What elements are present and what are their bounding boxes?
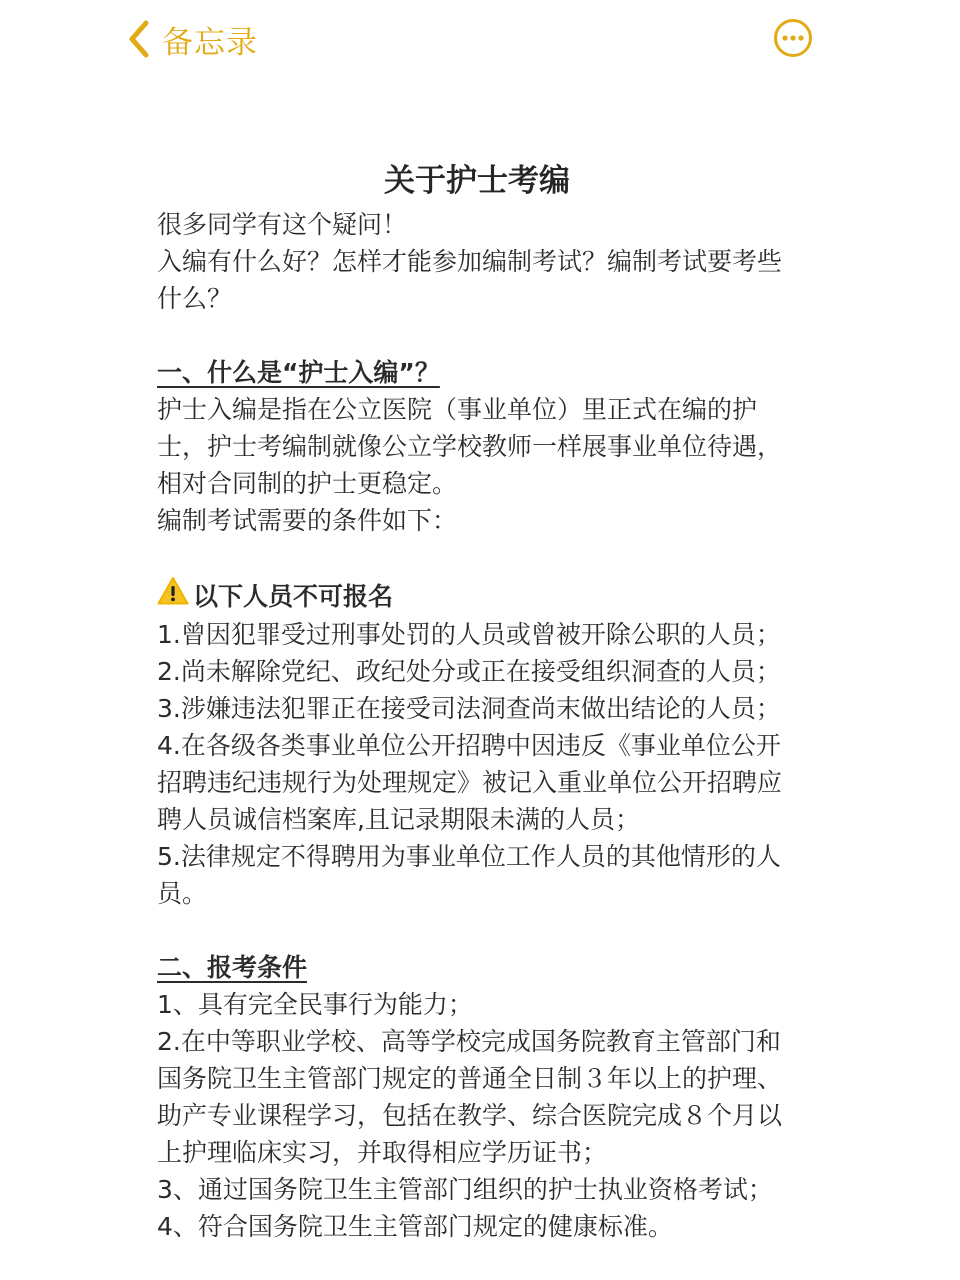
back-button[interactable]: [128, 14, 258, 64]
paragraph-line: 相对合同制的护士更稳定。: [157, 469, 458, 498]
list-item: 国务院卫生主管部门规定的普通全日制３年以上的护理、: [157, 1064, 783, 1093]
list-item: 4.在各级各类事业单位公开招聘中因违反《事业单位公开: [157, 731, 781, 760]
navigation-bar: [0, 0, 960, 80]
list-item: 5.法律规定不得聘用为事业单位工作人员的其他情形的人: [157, 842, 781, 871]
paragraph-line: 编制考试需要的条件如下：: [157, 506, 458, 535]
list-item: 招聘违纪违规行为处理规定》被记入重业单位公开招聘应: [157, 768, 783, 797]
intro-line: 入编有什么好？怎样才能参加编制考试？编制考试要考些: [157, 247, 783, 276]
paragraph-line: 护士入编是指在公立医院（事业单位）里正式在编的护: [157, 395, 758, 424]
note-body[interactable]: [157, 156, 817, 1245]
section-heading-what-is: 一、什么是“护士入编”？: [157, 358, 440, 387]
note-title: 关于护士考编: [384, 163, 570, 199]
list-item: 助产专业课程学习，包括在教学、综合医院完成８个月以: [157, 1101, 783, 1130]
back-label: 备忘录: [162, 24, 258, 61]
intro-line: 很多同学有这个疑问！: [157, 210, 408, 239]
list-item: 员。: [157, 879, 208, 908]
blank-line: [157, 912, 817, 949]
list-item: 2.在中等职业学校、高等学校完成国务院教育主管部门和: [157, 1027, 781, 1056]
list-item: 1.曾因犯罪受过刑事处罚的人员或曾被开除公职的人员；: [157, 620, 781, 649]
warning-heading: [157, 576, 817, 616]
list-item: 1、具有完全民事行为能力；: [157, 990, 473, 1019]
section-heading-requirements: 二、报考条件: [157, 953, 308, 982]
list-item: 2.尚未解除党纪、政纪处分或正在接受组织洞查的人员；: [157, 657, 781, 686]
intro-line: 什么？: [157, 284, 233, 313]
warning-heading-text: 以下人员不可报名: [193, 581, 394, 611]
more-circle-icon: [773, 18, 813, 58]
warning-icon: [157, 576, 193, 616]
blank-line: [157, 317, 817, 354]
list-item: 3.涉嫌违法犯罪正在接受司法洞查尚末做出结论的人员；: [157, 694, 781, 723]
list-item: 4、符合国务院卫生主管部门规定的健康标准。: [157, 1212, 673, 1241]
more-button[interactable]: [773, 18, 813, 58]
chevron-left-icon: [128, 20, 150, 58]
list-item: 3、通过国务院卫生主管部门组织的护士执业资格考试；: [157, 1175, 773, 1204]
blank-line: [157, 539, 817, 576]
list-item: 聘人员诚信档案库,且记录期限未满的人员；: [157, 805, 640, 834]
list-item: 上护理临床实习，并取得相应学历证书；: [157, 1138, 608, 1167]
paragraph-line: 士，护士考编制就像公立学校教师一样展事业单位待遇，: [157, 432, 783, 461]
